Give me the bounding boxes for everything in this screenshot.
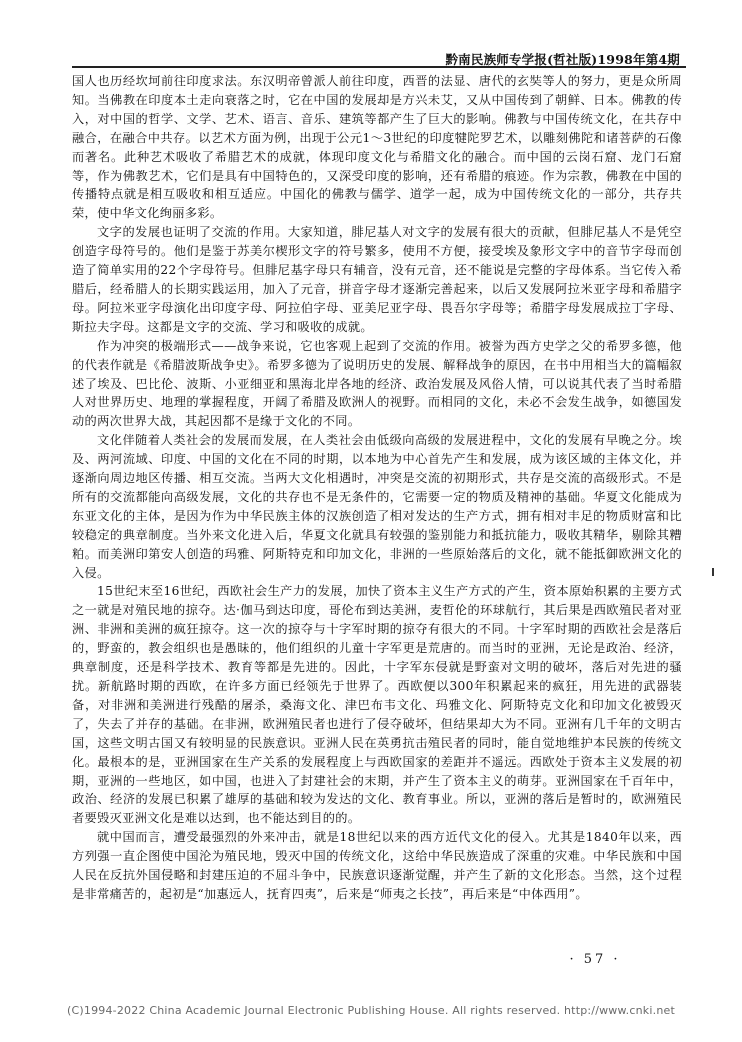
page-number: · 57 ·	[569, 952, 621, 967]
copyright-footer: (C)1994-2022 China Academic Journal Electronic Publishing House. All rights reserved. http://www.cnki.net	[67, 1004, 675, 1017]
paragraph-2: 文字的发展也证明了交流的作用。大家知道，腓尼基人对文字的发展有很大的贡献，但腓尼基人不是凭空创造字母符号的。他们是鉴于苏美尔楔形文字的符号繁多，使用不方便，接受埃及象形文字中的音节字母而创造了简单实用的22个字母符号。但腓尼基字母只有辅音，没有元音，还不能说是完整的字母体系。当它传入希腊后，经希腊人的长期实践运用，加入了元音，拼音字母才逐渐完善起来，以后又发展阿拉米亚字母和希腊字母。阿拉米亚字母演化出印度字母、阿拉伯字母、亚美尼亚字母、畏吾尔字母等；希腊字母发展成拉丁字母、斯拉夫字母。这都是文字的交流、学习和吸收的成就。	[72, 225, 682, 334]
paragraph-4: 文化伴随着人类社会的发展而发展，在人类社会由低级向高级的发展进程中，文化的发展有早晚之分。埃及、两河流域、印度、中国的文化在不同的时期，以本地为中心首先产生和发展，成为该区域的主体文化，并逐渐向周边地区传播、相互交流。当两大文化相遇时，冲突是交流的初期形式，共存是交流的高级形式。不是所有的交流都能向高级发展，文化的共存也不是无条件的，它需要一定的物质及精神的基础。华夏文化能成为东亚文化的主体，是因为作为中华民族主体的汉族创造了相对发达的生产方式，拥有相对丰足的物质财富和比较稳定的典章制度。当外来文化进入后，华夏文化就具有较强的鉴别能力和抵抗能力，吸收其精华，剔除其糟粕。而美洲印第安人创造的玛雅、阿斯特克和印加文化，非洲的一些原始落后的文化，就不能抵御欧洲文化的入侵。	[72, 433, 682, 580]
paragraph-1: 国人也历经坎坷前往印度求法。东汉明帝曾派人前往印度，西晋的法显、唐代的玄奘等人的努力，更是众所周知。当佛教在印度本土走向衰落之时，它在中国的发展却是方兴未艾，又从中国传到了朝鲜、日本。佛教的传入，对中国的哲学、文学、艺术、语言、音乐、建筑等都产生了巨大的影响。佛教与中国传统文化，在共存中融合，在融合中共存。以艺术方面为例，出现于公元1～3世纪的印度犍陀罗艺术，以雕刻佛陀和诸菩萨的石像而著名。此种艺术吸收了希腊艺术的成就，体现印度文化与希腊文化的融合。而中国的云岗石窟、龙门石窟等，作为佛教艺术，它们是具有中国特色的，又深受印度的影响，还有希腊的痕迹。作为宗教，佛教在中国的传播特点就是相互吸收和相互适应。中国化的佛教与儒学、道学一起，成为中国传统文化的一部分，共存共荣，使中华文化绚丽多彩。	[72, 74, 682, 221]
paragraph-6: 就中国而言，遭受最强烈的外来冲击，就是18世纪以来的西方近代文化的侵入。尤其是1840年以来，西方列强一直企图使中国沦为殖民地，毁灭中国的传统文化，这给中华民族造成了深重的灾难。中华民族和中国人民在反抗外国侵略和封建压迫的不屈斗争中，民族意识逐渐觉醒，并产生了新的文化形态。当然，这个过程是非常痛苦的，起初是“加惠远人，抚育四夷”，后来是“师夷之长技”，再后来是“中体西用”。	[72, 830, 682, 901]
running-header	[72, 50, 686, 68]
margin-mark	[712, 568, 714, 576]
article-body	[72, 72, 682, 904]
journal-title: 黔南民族师专学报(哲社版)1998年第4期	[445, 52, 680, 67]
paragraph-3: 作为冲突的极端形式——战争来说，它也客观上起到了交流的作用。被誉为西方史学之父的希罗多德，他的代表作就是《希腊波斯战争史》。希罗多德为了说明历史的发展、解释战争的原因，在书中用相当大的篇幅叙述了埃及、巴比伦、波斯、小亚细亚和黑海北岸各地的经济、政治发展及风俗人情，可以说其代表了当时希腊人对世界历史、地理的掌握程度，开阔了希腊及欧洲人的视野。而相同的文化，未必不会发生战争，如德国发动的两次世界大战，其起因都不是缘于文化的不同。	[72, 338, 682, 429]
paragraph-5: 15世纪末至16世纪，西欧社会生产力的发展，加快了资本主义生产方式的产生，资本原始积累的主要方式之一就是对殖民地的掠夺。达·伽马到达印度，哥伦布到达美洲，麦哲伦的环球航行，其后果是西欧殖民者对亚洲、非洲和美洲的疯狂掠夺。这一次的掠夺与十字军时期的掠夺有很大的不同。十字军时期的西欧社会是落后的，野蛮的，教会组织也是愚昧的，他们组织的儿童十字军更是荒唐的。而当时的亚洲，无论是政治、经济，典章制度，还是科学技术、教育等都是先进的。因此，十字军东侵就是野蛮对文明的破坏，落后对先进的骚扰。新航路时期的西欧，在许多方面已经领先于世界了。西欧便以300年积累起来的疯狂，用先进的武器装备，对非洲和美洲进行残酷的屠杀，桑海文化、津巴布韦文化、玛雅文化、阿斯特克文化和印加文化被毁灭了，失去了并存的基础。在非洲，欧洲殖民者也进行了侵夺破坏，但结果却大为不同。亚洲有几千年的文明古国，这些文明古国又有较明显的民族意识。亚洲人民在英勇抗击殖民者的同时，能自觉地维护本民族的传统文化。最根本的是，亚洲国家在生产关系的发展程度上与西欧国家的差距并不遥远。西欧处于资本主义发展的初期，亚洲的一些地区，如中国，也进入了封建社会的末期，并产生了资本主义的萌芽。亚洲国家在千百年中，政治、经济的发展已积累了雄厚的基础和较为发达的文化、教育事业。所以，亚洲的落后是暂时的，欧洲殖民者要毁灭亚洲文化是难以达到，也不能达到目的的。	[72, 584, 682, 826]
